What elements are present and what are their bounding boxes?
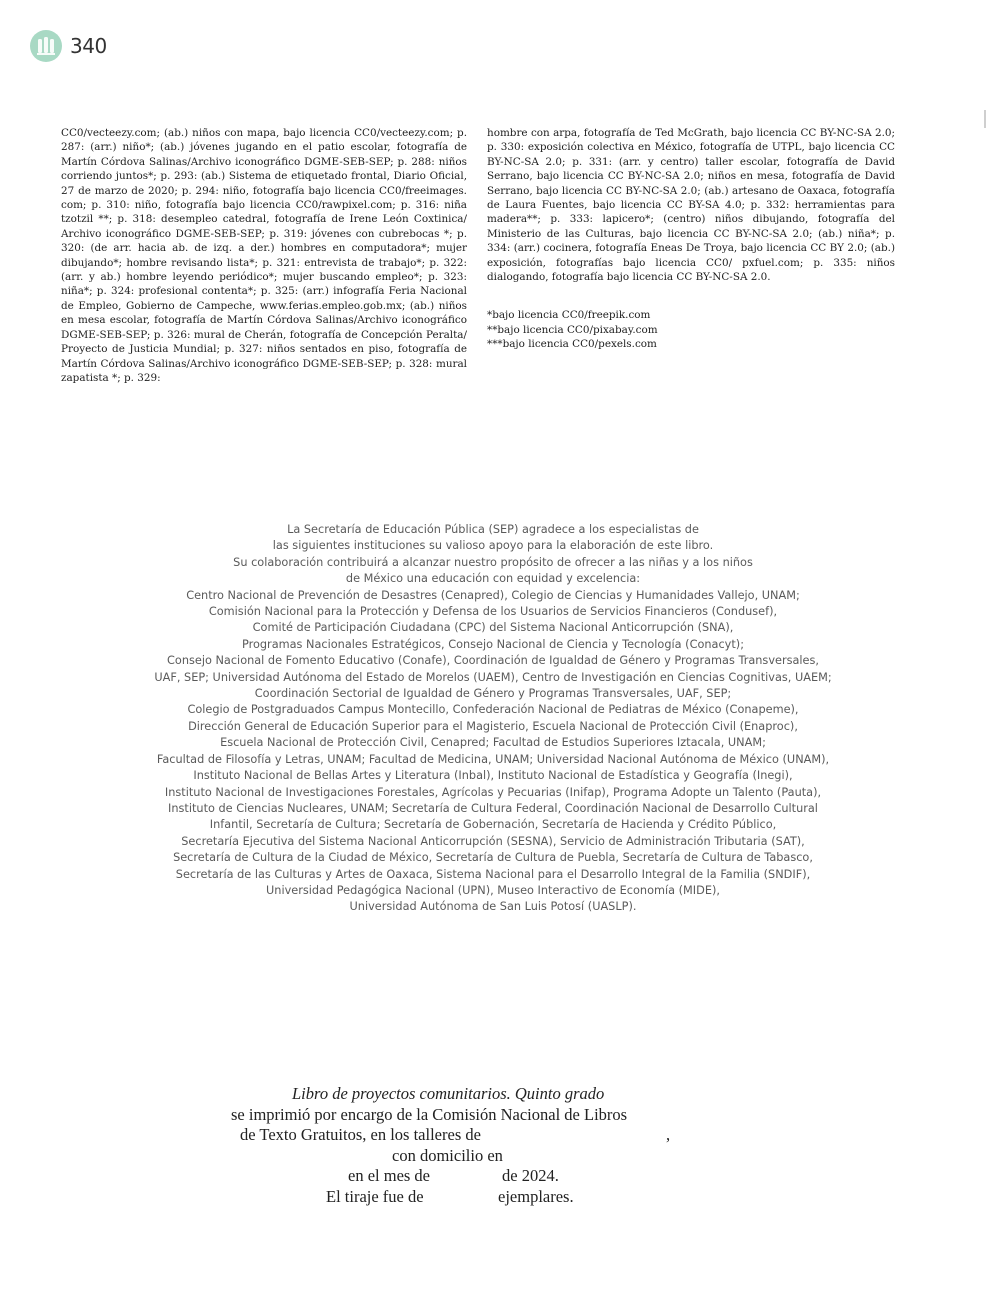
- acknowledgement-line: Instituto Nacional de Bellas Artes y Literatura (Inbal), Instituto Nacional de Estadística y Geografía (Inegi),: [193, 769, 793, 783]
- page-number: 340: [70, 34, 107, 58]
- acknowledgement-line: Su colaboración contribuirá a alcanzar nuestro propósito de ofrecer a las niñas y a los niños: [233, 555, 753, 569]
- acknowledgement-line: Dirección General de Educación Superior para el Magisterio, Escuela Nacional de Protección Civil (Enaproc),: [188, 719, 798, 733]
- colophon-line: con domicilio en: [392, 1145, 503, 1165]
- acknowledgement-line: Universidad Pedagógica Nacional (UPN), Museo Interactivo de Economía (MIDE),: [266, 883, 720, 897]
- credits-right-text: hombre con arpa, fotografía de Ted McGrath, bajo licencia CC BY-NC-SA 2.0; p. 330: exposición colectiva en México, fotografía de UTPL, bajo licencia CC BY-NC-SA 2.0; p. 331: (arr. y centro) taller escolar, fotografía de David Serrano, bajo licencia CC BY-NC-SA 2.0; niños en mesa, fotografía de David Serrano, bajo licencia CC BY-NC-SA 2.0; (ab.) artesano de Oaxaca, fotografía de Laura Fuentes, bajo licencia CC BY-SA 4.0; p. 332: herramientas para madera**; p. 333: lapicero*; (centro) niños dibujando, fotografía del Ministerio de las Culturas, bajo licencia CC BY-NC-SA 2.0; (ab.) niña*; p. 334: (arr.) cocinera, fotografía Eneas De Troya, bajo licencia CC BY 2.0; (ab.) exposición, fotografías bajo licencia CC0/ pxfuel.com; p. 335: niños dialogando, fotografía bajo licencia CC BY-NC-SA 2.0.: [487, 127, 895, 284]
- colophon-line: de 2024.: [502, 1166, 559, 1185]
- acknowledgement-line: Comisión Nacional para la Protección y Defensa de los Usuarios de Servicios Financieros (Condusef),: [208, 605, 778, 619]
- colophon: [200, 1084, 760, 1207]
- book-title: Libro de proyectos comunitarios. Quinto grado: [292, 1084, 605, 1103]
- acknowledgement-line: Coordinación Sectorial de Igualdad de Género y Programas Transversales, UAF, SEP;: [254, 687, 732, 701]
- colophon-line: en el mes de: [348, 1166, 431, 1185]
- acknowledgement-line: Colegio de Postgraduados Campus Montecillo, Confederación Nacional de Pediatras de México (Conapeme),: [187, 703, 799, 717]
- acknowledgement-line: las siguientes instituciones su valioso apoyo para la elaboración de este libro.: [272, 539, 714, 553]
- acknowledgement-line: Universidad Autónoma de San Luis Potosí (UASLP).: [349, 900, 637, 914]
- colophon-line: El tiraje fue de: [326, 1186, 424, 1206]
- colophon-line: se imprimió por encargo de la Comisión Nacional de Libros: [231, 1104, 628, 1124]
- colophon-line: ejemplares.: [498, 1186, 574, 1206]
- acknowledgement-line: Secretaría de Cultura de la Ciudad de México, Secretaría de Cultura de Puebla, Secretaría de Cultura de Tabasco,: [173, 851, 813, 865]
- credits-right-column: [487, 126, 895, 385]
- acknowledgement-line: Centro Nacional de Prevención de Desastres (Cenapred), Colegio de Ciencias y Humanidades Vallejo, UNAM;: [186, 588, 800, 602]
- acknowledgement-line: Facultad de Filosofía y Letras, UNAM; Facultad de Medicina, UNAM; Universidad Nacional Autónoma de México (UNAM),: [156, 752, 830, 766]
- acknowledgement-line: UAF, SEP; Universidad Autónoma del Estado de Morelos (UAEM), Centro de Investigación en Ciencias Cognitivas, UAEM;: [154, 670, 832, 684]
- sep-textbook-logo-icon: [30, 30, 62, 62]
- acknowledgement-line: Escuela Nacional de Protección Civil, Cenapred; Facultad de Estudios Superiores Iztacala, UNAM;: [220, 736, 766, 750]
- acknowledgement-line: Secretaría Ejecutiva del Sistema Nacional Anticorrupción (SESNA), Servicio de Administración Tributaria (SAT),: [181, 834, 805, 848]
- license-note: ***bajo licencia CC0/pexels.com: [487, 338, 657, 351]
- image-credits: [61, 126, 895, 385]
- acknowledgement-line: Programas Nacionales Estratégicos, Consejo Nacional de Ciencia y Tecnología (Conacyt);: [241, 637, 745, 651]
- credits-left-text: CC0/vecteezy.com; (ab.) niños con mapa, bajo licencia CC0/vecteezy.com; p. 287: (arr.) niño*; (ab.) jóvenes jugando en el patio escolar, fotografía de Martín Córdova Salinas/Archivo iconográfico DGME-SEB-SEP; p. 288: niños corriendo juntos*; p. 293: (ab.) Sistema de etiquetado frontal, Diario Oficial, 27 de marzo de 2020; p. 294: niño, fotografía bajo licencia CC0/freeimages. com; p. 310: niño, fotografía bajo licencia CC0/rawpixel.com; p. 316: niña tzotzil **; p. 318: desempleo catedral, fotografía de Irene León Coxtinica/ Archivo iconográfico DGME-SEB-SEP; p. 319: jóvenes con cubrebocas *; p. 320: (de arr. hacia ab. de izq. a der.) hombres en computadora*; mujer dibujando*; hombre revisando lista*; p. 321: entrevista de trabajo*; p. 322: (arr. y ab.) hombre leyendo periódico*; mujer buscando empleo*; p. 323: niña*; p. 324: profesional contenta*; p. 325: (arr.) infografía Feria Nacional de Empleo, Gobierno de Campeche, www.ferias.empleo.gob.mx; (ab.) niños en mesa escolar, fotografía de Martín Córdova Salinas/Archivo iconográfico DGME-SEB-SEP; p. 326: mural de Cherán, fotografía de Concepción Peralta/ Proyecto de Justicia Mundial; p. 327: niños sentados en piso, fotografía de Martín Córdova Salinas/Archivo iconográfico DGME-SEB-SEP; p. 328: mural zapatista *; p. 329:: [61, 127, 467, 384]
- acknowledgement-line: de México una educación con equidad y excelencia:: [345, 572, 641, 586]
- acknowledgement-line: Instituto de Ciencias Nucleares, UNAM; Secretaría de Cultura Federal, Coordinación Nacional de Desarrollo Cultural: [168, 801, 818, 815]
- colophon-line: de Texto Gratuitos, en los talleres de: [240, 1125, 481, 1144]
- colophon-comma: ,: [666, 1125, 671, 1144]
- credits-left-column: [61, 126, 467, 385]
- page-header: [30, 30, 107, 62]
- license-notes: [487, 308, 895, 351]
- acknowledgement-line: Instituto Nacional de Investigaciones Forestales, Agrícolas y Pecuarias (Inifap), Programa Adopte un Talento (Pauta),: [164, 785, 822, 799]
- acknowledgement-line: Comité de Participación Ciudadana (CPC) del Sistema Nacional Anticorrupción (SNA),: [252, 621, 734, 635]
- acknowledgement-line: Consejo Nacional de Fomento Educativo (Conafe), Coordinación de Igualdad de Género y Programas Transversales,: [167, 654, 819, 668]
- license-note: *bajo licencia CC0/freepik.com: [487, 309, 651, 322]
- acknowledgement-line: Infantil, Secretaría de Cultura; Secretaría de Gobernación, Secretaría de Hacienda y Crédito Público,: [209, 818, 777, 832]
- acknowledgements: [140, 522, 846, 916]
- license-note: **bajo licencia CC0/pixabay.com: [487, 323, 658, 336]
- acknowledgement-line: Secretaría de las Culturas y Artes de Oaxaca, Sistema Nacional para el Desarrollo Integral de la Familia (SNDIF),: [175, 867, 811, 881]
- acknowledgement-line: La Secretaría de Educación Pública (SEP) agradece a los especialistas de: [287, 523, 699, 536]
